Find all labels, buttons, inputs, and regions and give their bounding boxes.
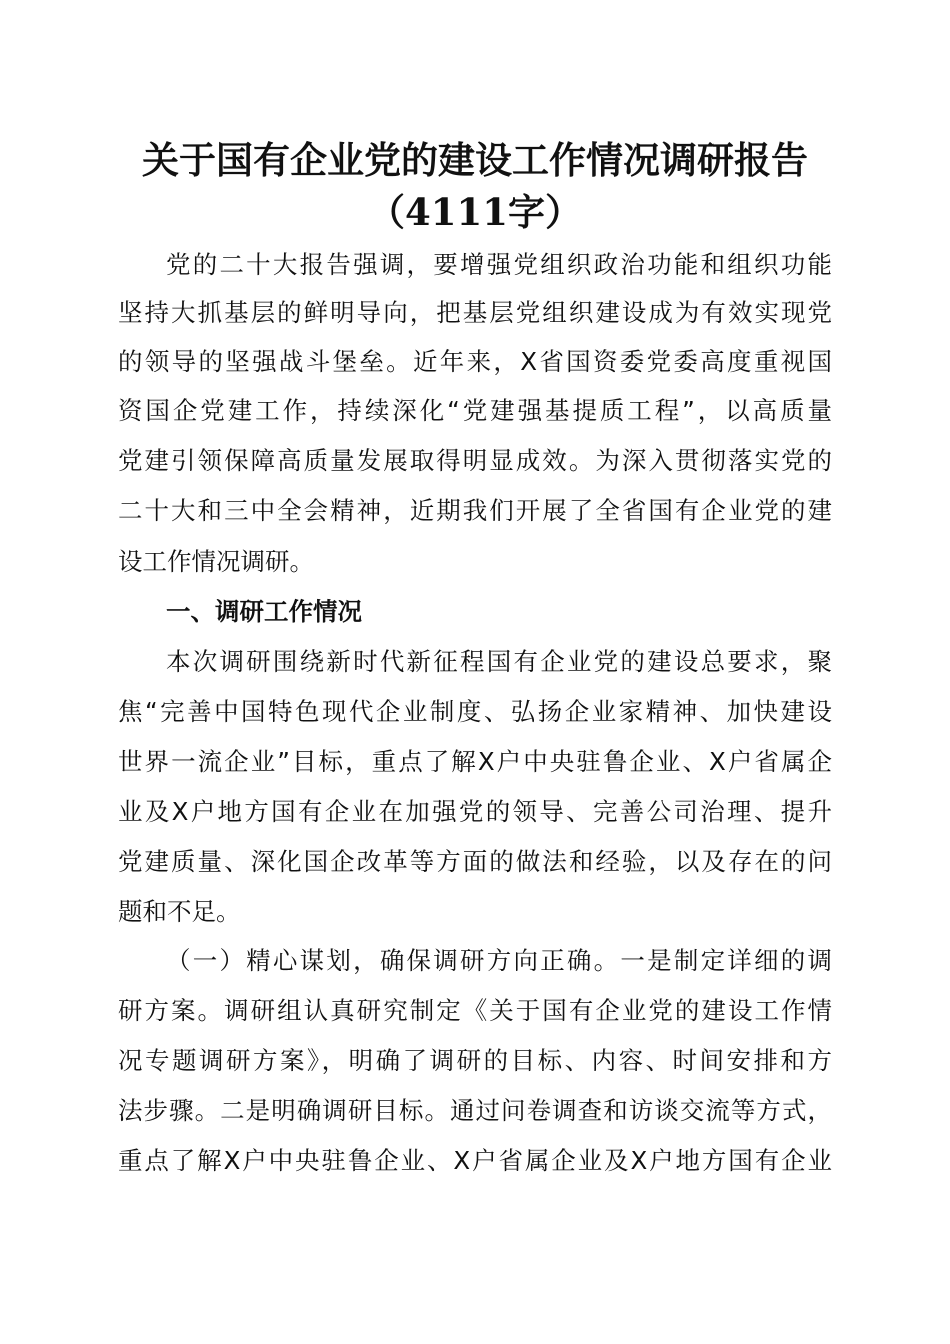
paragraph-line: 二十大和三中全会精神，近期我们开展了全省国有企业党的建	[118, 496, 832, 525]
paragraph-line: 党建质量、深化国企改革等方面的做法和经验，以及存在的问	[118, 847, 832, 876]
paragraph-line: 党建引领保障高质量发展取得明显成效。为深入贯彻落实党的	[118, 446, 832, 475]
section-heading: 一、调研工作情况	[166, 597, 362, 626]
document-subtitle: （4111字）	[368, 190, 582, 234]
paragraph-line: 资国企党建工作，持续深化“党建强基提质工程”，以高质量	[118, 396, 832, 425]
paragraph-line: 设工作情况调研。	[118, 547, 314, 576]
paragraph-line: 况专题调研方案》，明确了调研的目标、内容、时间安排和方	[118, 1046, 832, 1075]
paragraph-line: 重点了解X户中央驻鲁企业、X户省属企业及X户地方国有企业	[118, 1146, 832, 1175]
paragraph-line: 世界一流企业”目标，重点了解X户中央驻鲁企业、X户省属企	[118, 747, 832, 776]
paragraph-line: 业及X户地方国有企业在加强党的领导、完善公司治理、提升	[118, 797, 832, 826]
paragraph-line: 的领导的坚强战斗堡垒。近年来，X省国资委党委高度重视国	[118, 347, 832, 376]
paragraph-line: 焦“完善中国特色现代企业制度、弘扬企业家精神、加快建设	[118, 697, 832, 726]
paragraph-line: 坚持大抓基层的鲜明导向，把基层党组织建设成为有效实现党	[118, 298, 832, 327]
paragraph-line: 法步骤。二是明确调研目标。通过问卷调查和访谈交流等方式，	[118, 1096, 832, 1125]
paragraph-line: （一）精心谋划，确保调研方向正确。一是制定详细的调	[166, 946, 832, 975]
paragraph-line: 党的二十大报告强调，要增强党组织政治功能和组织功能	[166, 250, 832, 279]
paragraph-line: 本次调研围绕新时代新征程国有企业党的建设总要求，聚	[166, 647, 832, 676]
paragraph-line: 题和不足。	[118, 897, 241, 926]
document-title: 关于国有企业党的建设工作情况调研报告	[142, 138, 808, 182]
paragraph-line: 研方案。调研组认真研究制定《关于国有企业党的建设工作情	[118, 996, 832, 1025]
